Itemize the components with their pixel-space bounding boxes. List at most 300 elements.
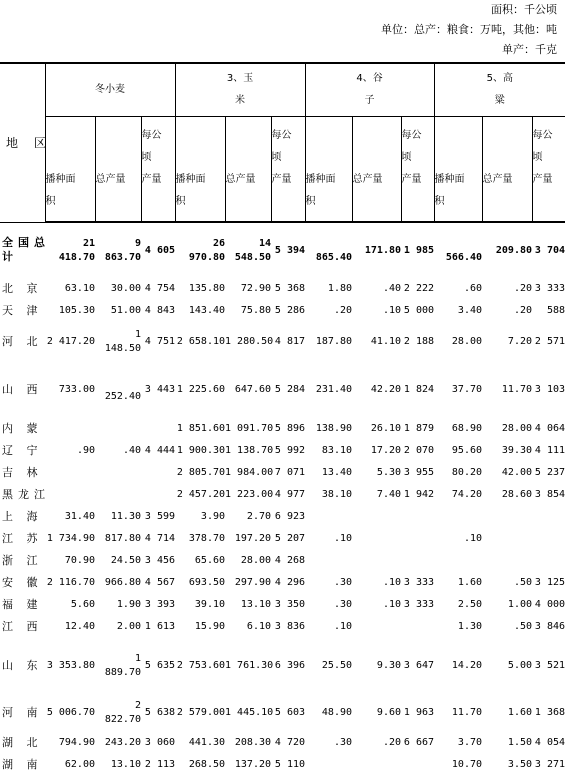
data-cell — [225, 528, 271, 550]
table-row — [0, 300, 565, 322]
cell-value: 1 851.60 — [176, 423, 226, 434]
data-cell — [482, 222, 532, 278]
cell-value: 135.80 — [188, 283, 226, 294]
cell-value: 21 — [82, 237, 95, 249]
cell-value: 1 824 — [403, 384, 435, 395]
cell-value: 38.10 — [321, 489, 353, 500]
cell-value — [434, 554, 482, 568]
cell-value — [434, 237, 482, 251]
cell-value: 3 456 — [144, 555, 176, 566]
cell-value — [95, 466, 141, 480]
data-cell — [532, 528, 565, 550]
cell-value: 9.60 — [376, 707, 402, 718]
cell-value: 28.60 — [501, 489, 533, 500]
data-cell — [401, 550, 434, 572]
cell-value — [141, 488, 175, 502]
cell-value: 588 — [546, 305, 565, 316]
cell-value: 548.50 — [234, 251, 272, 263]
cell-value: 1.30 — [457, 621, 483, 632]
data-cell — [45, 754, 95, 776]
data-cell — [225, 418, 274, 440]
cell-value: 48.90 — [321, 707, 353, 718]
cell-value: 39.30 — [501, 445, 533, 456]
data-cell — [141, 638, 175, 694]
data-cell — [95, 506, 141, 528]
data-cell — [141, 322, 175, 362]
table-row — [0, 506, 565, 528]
cell-value: 187.80 — [315, 336, 353, 347]
data-cell — [95, 572, 141, 594]
cell-value: 3.70 — [457, 737, 483, 748]
cell-value: 1.90 — [116, 599, 141, 610]
cell-value: 1.60 — [507, 707, 533, 718]
cell-value: 3 443 — [144, 384, 176, 395]
cell-value: 3 333 — [534, 283, 565, 294]
data-cell — [434, 222, 482, 278]
region-name-part: 上 海 — [2, 510, 43, 523]
data-cell — [95, 528, 141, 550]
cell-value: 4 754 — [144, 283, 176, 294]
cell-value: 138.90 — [315, 423, 353, 434]
cell-value: 4 111 — [534, 445, 565, 456]
total-output-header — [225, 117, 271, 223]
data-cell — [175, 616, 225, 638]
data-cell — [532, 506, 565, 528]
data-cell — [305, 322, 352, 362]
data-cell — [532, 462, 565, 484]
region-name-part: 河 南 — [2, 706, 43, 719]
yield-per-hectare-header — [401, 117, 434, 223]
cell-value: .90 — [76, 445, 95, 456]
cell-value: 51.00 — [110, 305, 141, 316]
cell-value: 41.10 — [370, 336, 402, 347]
data-cell — [175, 278, 225, 300]
cell-value: 137.20 — [234, 759, 272, 770]
group-header-winter-wheat — [45, 63, 175, 117]
data-cell — [352, 322, 401, 362]
header-text: 产量 — [401, 174, 422, 185]
cell-value: 889.70 — [104, 667, 141, 678]
data-cell — [401, 222, 434, 278]
data-cell — [434, 594, 482, 616]
region-name — [0, 222, 50, 278]
cell-value: 3 647 — [403, 660, 435, 671]
cell-value: 2 579.00 — [176, 707, 226, 718]
data-cell — [532, 322, 565, 362]
header-text: 每公 — [401, 130, 422, 141]
region-name — [0, 572, 45, 594]
cell-value — [95, 488, 141, 502]
cell-value: 3 271 — [534, 759, 565, 770]
cell-value — [141, 466, 175, 480]
cell-value: 4 714 — [144, 533, 176, 544]
data-cell — [482, 462, 532, 484]
cell-value: 794.90 — [58, 737, 95, 748]
table-row — [0, 222, 565, 278]
cell-value — [305, 758, 352, 772]
cell-value: 105.30 — [58, 305, 95, 316]
cell-value: 268.50 — [188, 759, 226, 770]
data-cell — [141, 418, 175, 440]
data-cell — [434, 322, 482, 362]
cell-value: 9 — [134, 237, 141, 249]
region-name-part: 内 蒙 — [2, 422, 43, 435]
data-cell — [434, 754, 482, 776]
group-header-line: 米 — [235, 95, 246, 106]
cell-value — [532, 554, 565, 568]
header-text: 积 — [175, 196, 186, 207]
data-cell — [45, 572, 95, 594]
cell-value — [352, 758, 401, 772]
cell-value: 5.00 — [507, 660, 533, 671]
data-cell — [175, 322, 225, 362]
table-body — [0, 222, 565, 776]
cell-value: 231.40 — [315, 384, 353, 395]
output-unit-note: 单位：总产：粮食：万吨，其他：吨 — [381, 23, 557, 36]
data-cell — [141, 528, 175, 550]
data-cell — [532, 694, 565, 732]
region-name-part: 计 — [2, 250, 18, 264]
sown-area-header — [175, 117, 225, 223]
data-cell — [45, 440, 95, 462]
cell-value: .30 — [333, 737, 353, 748]
data-cell — [225, 550, 271, 572]
data-cell — [532, 440, 565, 462]
region-name — [0, 732, 45, 754]
cell-value: 1 225.60 — [176, 384, 226, 395]
cell-value: 11.30 — [110, 511, 141, 522]
header-text: 播种面 — [305, 174, 336, 185]
data-cell — [401, 616, 434, 638]
cell-value: 171.80 — [364, 244, 402, 256]
data-cell — [271, 506, 305, 528]
data-cell — [45, 616, 95, 638]
data-cell — [95, 616, 141, 638]
data-cell — [175, 222, 225, 278]
data-cell — [482, 638, 532, 694]
data-cell — [45, 418, 95, 440]
data-cell — [225, 222, 271, 278]
data-cell — [401, 694, 434, 732]
cell-value: 11.70 — [501, 384, 533, 395]
yield-per-hectare-header — [271, 117, 305, 223]
data-cell — [352, 572, 401, 594]
table-row — [0, 572, 565, 594]
data-cell — [434, 616, 482, 638]
region-name — [0, 550, 45, 572]
cell-value: 4 817 — [274, 336, 306, 347]
cell-value: 39.10 — [194, 599, 226, 610]
region-name-part: 全国总 — [2, 236, 50, 250]
cell-value: .20 — [333, 305, 353, 316]
cell-value: 3 599 — [144, 511, 176, 522]
data-cell — [271, 594, 305, 616]
table-row — [0, 362, 565, 418]
cell-value: 566.40 — [445, 251, 483, 263]
data-cell — [352, 222, 401, 278]
cell-value: 252.40 — [104, 391, 141, 402]
data-cell — [401, 528, 434, 550]
data-cell — [532, 638, 565, 694]
data-cell — [305, 506, 352, 528]
cell-value: .50 — [513, 577, 533, 588]
data-cell — [45, 506, 95, 528]
data-cell — [225, 572, 271, 594]
cell-value: 3 854 — [534, 489, 565, 500]
data-cell — [482, 732, 532, 754]
table-row — [0, 418, 565, 440]
data-cell — [434, 418, 482, 440]
cell-value: 68.90 — [451, 423, 483, 434]
data-cell — [271, 694, 305, 732]
cell-value: 13.10 — [110, 759, 141, 770]
cell-value: 4 268 — [274, 555, 306, 566]
data-cell — [45, 322, 95, 362]
cell-value: 3 060 — [144, 737, 176, 748]
header-text: 积 — [434, 196, 445, 207]
data-cell — [352, 300, 401, 322]
data-cell — [271, 300, 305, 322]
data-cell — [305, 222, 352, 278]
cell-value: 3 704 — [534, 244, 565, 256]
cell-value: 70.90 — [64, 555, 95, 566]
cell-value: 1 985 — [403, 244, 435, 256]
cell-value: 4 444 — [144, 445, 176, 456]
cell-value: 3.90 — [200, 511, 226, 522]
data-cell — [434, 550, 482, 572]
data-cell — [305, 694, 352, 732]
data-cell — [305, 362, 352, 418]
yield-per-hectare-header — [141, 117, 175, 223]
cell-value — [532, 510, 565, 524]
cell-value: 5 207 — [274, 533, 306, 544]
cell-value: 1 223.00 — [225, 489, 274, 500]
cell-value: 15.90 — [194, 621, 226, 632]
sown-area-header — [45, 117, 95, 223]
data-cell — [95, 222, 141, 278]
cell-value — [95, 376, 141, 390]
cell-value: 822.70 — [104, 714, 141, 725]
data-cell — [305, 418, 352, 440]
region-name — [0, 278, 45, 300]
header-text: 总产量 — [95, 174, 126, 185]
data-cell — [45, 550, 95, 572]
cell-value — [532, 532, 565, 546]
data-cell — [482, 550, 532, 572]
data-cell — [352, 440, 401, 462]
data-cell — [95, 462, 141, 484]
cell-value: 72.90 — [240, 283, 272, 294]
data-cell — [175, 440, 225, 462]
region-name-part: 北 京 — [2, 282, 43, 295]
cell-value: 37.70 — [451, 384, 483, 395]
cell-value: 2 658.10 — [176, 336, 226, 347]
data-cell — [401, 440, 434, 462]
cell-value: 1 879 — [403, 423, 435, 434]
cell-value: 441.30 — [188, 737, 226, 748]
cell-value: .30 — [333, 599, 353, 610]
cell-value: 26.10 — [370, 423, 402, 434]
data-cell — [434, 278, 482, 300]
data-cell — [271, 550, 305, 572]
header-text: 积 — [305, 196, 316, 207]
data-cell — [95, 322, 141, 362]
region-name — [0, 506, 45, 528]
cell-value: 1.80 — [327, 283, 353, 294]
region-name — [0, 484, 50, 506]
data-cell — [225, 594, 271, 616]
total-output-header — [352, 117, 401, 223]
data-cell — [95, 300, 141, 322]
yield-unit-note: 单产：千克 — [502, 43, 557, 56]
cell-value: 197.20 — [234, 533, 272, 544]
region-column-header: 地 区 — [0, 63, 45, 222]
region-name-part: 山 西 — [2, 383, 43, 396]
data-cell — [175, 418, 225, 440]
data-cell — [532, 484, 565, 506]
data-cell — [482, 440, 532, 462]
cell-value: 243.20 — [104, 737, 141, 748]
cell-value: 4 720 — [274, 737, 306, 748]
data-cell — [141, 362, 175, 418]
header-text: 总产量 — [482, 174, 513, 185]
cell-value: 9.30 — [376, 660, 402, 671]
cell-value: 7 071 — [274, 467, 306, 478]
region-name-part: 湖 北 — [2, 736, 43, 749]
cell-value: 1 900.30 — [176, 445, 226, 456]
data-cell — [352, 732, 401, 754]
data-cell — [305, 462, 352, 484]
cell-value: 1 445.10 — [225, 707, 274, 718]
region-name-part: 江 苏 — [2, 532, 43, 545]
cell-value: 6 396 — [274, 660, 306, 671]
data-cell — [482, 322, 532, 362]
cell-value: 5 992 — [274, 445, 306, 456]
cell-value: 1.00 — [507, 599, 533, 610]
data-cell — [401, 484, 434, 506]
table-row — [0, 616, 565, 638]
data-cell — [532, 754, 565, 776]
group-header-line: 冬小麦 — [95, 84, 125, 95]
cell-value: 4 296 — [274, 577, 306, 588]
cell-value: 4 843 — [144, 305, 176, 316]
header-text: 总产量 — [352, 174, 383, 185]
cell-value: 63.10 — [64, 283, 95, 294]
total-output-header — [482, 117, 532, 223]
cell-value — [401, 532, 434, 546]
table-row — [0, 322, 565, 362]
cell-value: .40 — [382, 283, 402, 294]
cell-value: 3 393 — [144, 599, 176, 610]
cell-value — [45, 422, 95, 436]
data-cell — [352, 694, 401, 732]
data-cell — [45, 278, 95, 300]
data-cell — [305, 616, 352, 638]
data-cell — [141, 616, 175, 638]
cell-value: 148.50 — [104, 343, 141, 354]
data-cell — [532, 300, 565, 322]
data-cell — [95, 732, 141, 754]
table-row — [0, 754, 565, 776]
data-cell — [434, 732, 482, 754]
data-cell — [271, 462, 305, 484]
cell-value: 4 064 — [534, 423, 565, 434]
cell-value: 6 667 — [403, 737, 435, 748]
data-cell — [271, 222, 305, 278]
data-cell — [141, 594, 175, 616]
table-row — [0, 278, 565, 300]
data-cell — [434, 572, 482, 594]
cell-value: 1 613 — [144, 621, 176, 632]
data-cell — [271, 572, 305, 594]
sub-header-row — [0, 117, 565, 223]
data-cell — [141, 440, 175, 462]
data-cell — [95, 418, 141, 440]
header-text: 播种面 — [434, 174, 465, 185]
total-output-header — [95, 117, 141, 223]
data-cell — [305, 754, 352, 776]
region-name-part: 湖 南 — [2, 758, 43, 771]
data-cell — [401, 572, 434, 594]
cell-value: .60 — [463, 283, 483, 294]
data-cell — [482, 754, 532, 776]
data-cell — [225, 278, 271, 300]
cell-value: 14.20 — [451, 660, 483, 671]
data-cell — [271, 638, 305, 694]
cell-value: 1.60 — [457, 577, 483, 588]
data-cell — [532, 550, 565, 572]
table-row — [0, 462, 565, 484]
cell-value: .10 — [333, 621, 353, 632]
group-header-line: 3、玉 — [226, 73, 254, 84]
data-cell — [95, 484, 141, 506]
cell-value: 30.00 — [110, 283, 141, 294]
cell-value: 80.20 — [451, 467, 483, 478]
cell-value — [401, 554, 434, 568]
cell-value: 1 761.30 — [225, 660, 274, 671]
data-cell — [175, 528, 225, 550]
data-cell — [225, 484, 274, 506]
data-cell — [305, 300, 352, 322]
header-text: 顷 — [271, 152, 282, 163]
cell-value: 75.80 — [240, 305, 272, 316]
data-cell — [45, 594, 95, 616]
data-cell — [434, 528, 482, 550]
data-cell — [95, 594, 141, 616]
data-cell — [45, 528, 95, 550]
sown-area-header — [305, 117, 352, 223]
cell-value: 5.60 — [70, 599, 95, 610]
cell-value: 28.00 — [451, 336, 483, 347]
header-text: 总产量 — [225, 174, 256, 185]
cell-value: 1 091.70 — [225, 423, 274, 434]
cell-value — [401, 758, 434, 772]
cell-value: 2.00 — [116, 621, 141, 632]
data-cell — [482, 506, 532, 528]
cell-value — [482, 554, 532, 568]
header-text: 产量 — [141, 174, 162, 185]
cell-value: 5 394 — [274, 244, 306, 256]
cell-value: .20 — [513, 283, 533, 294]
cell-value: 5 368 — [274, 283, 306, 294]
group-header-corn — [175, 63, 305, 117]
data-cell — [401, 594, 434, 616]
data-cell — [271, 440, 305, 462]
data-cell — [45, 694, 95, 732]
cell-value: 3 333 — [403, 599, 435, 610]
cell-value: 83.10 — [321, 445, 353, 456]
cell-value: 11.70 — [451, 707, 483, 718]
